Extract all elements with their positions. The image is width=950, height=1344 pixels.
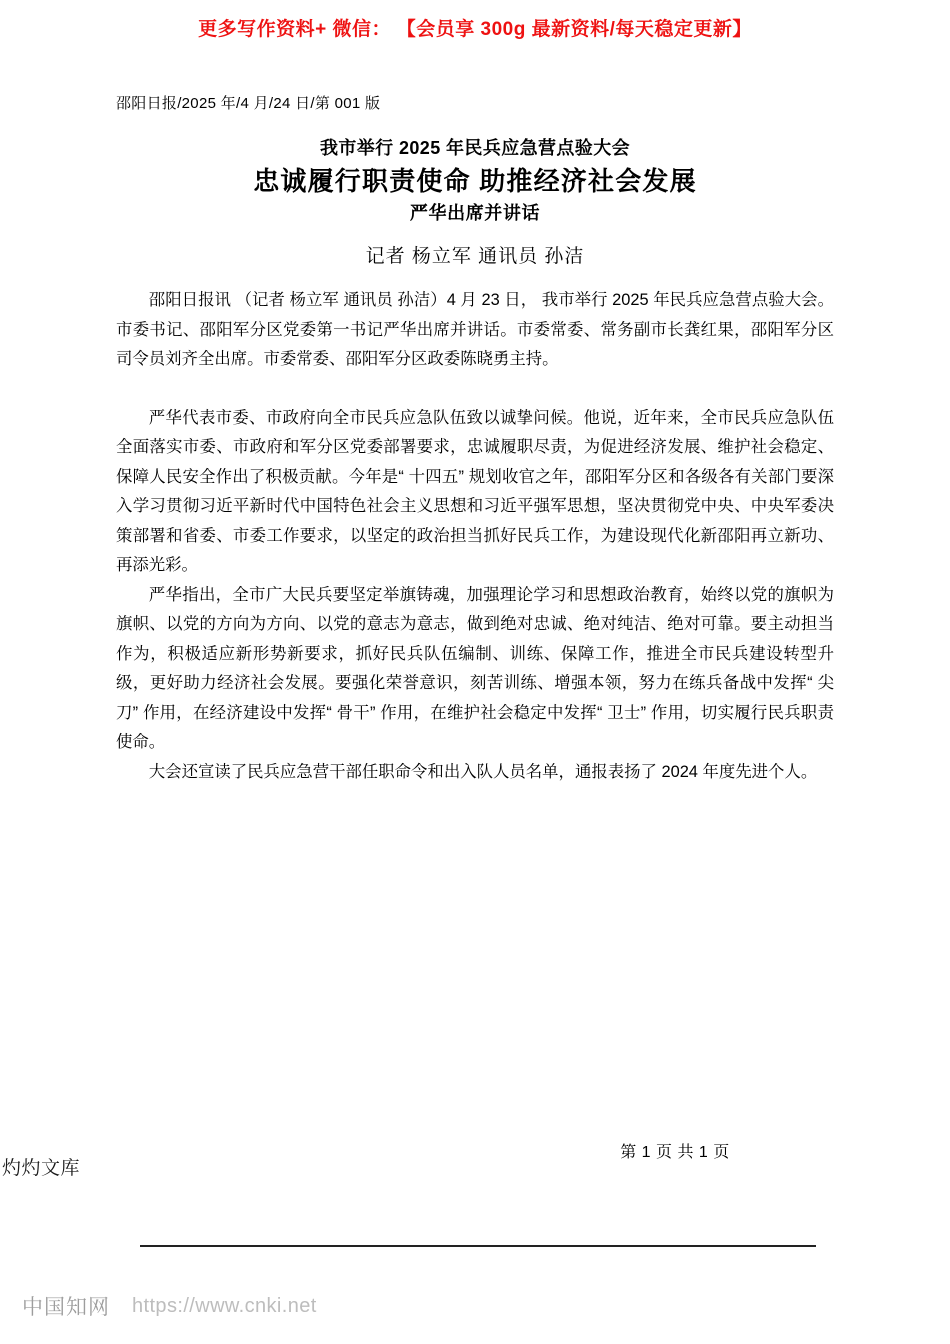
- headline-block: [0, 136, 950, 226]
- byline: 记者 杨立军 通讯员 孙洁: [365, 246, 585, 267]
- main-headline: 忠诚履行职责使命 助推经济社会发展: [253, 166, 697, 196]
- article-body: [116, 286, 834, 787]
- article-paragraph: 邵阳日报讯 （记者 杨立军 通讯员 孙洁）4 月 23 日， 我市举行 2025 年民兵应急营点验大会。市委书记、邵阳军分区党委第一书记严华出席并讲话。市委常委、常务副市长龚红果，邵阳军分区司令员刘齐全出席。市委常委、邵阳军分区政委陈晓勇主持。: [116, 291, 834, 368]
- article-paragraph: 大会还宣读了民兵应急营干部任职命令和出入队人员名单，通报表扬了 2024 年度先进个人。: [148, 762, 818, 781]
- source-line: 邵阳日报/2025 年/4 月/24 日/第 001 版: [116, 95, 381, 112]
- page-number: [0, 1139, 950, 1162]
- shoulder-headline: 我市举行 2025 年民兵应急营点验大会: [319, 138, 631, 158]
- library-watermark: 灼灼文库: [2, 1158, 81, 1179]
- footer-divider: [140, 1245, 816, 1247]
- cnki-url: https://www.cnki.net: [132, 1294, 317, 1317]
- article-paragraph: 严华指出，全市广大民兵要坚定举旗铸魂，加强理论学习和思想政治教育，始终以党的旗帜为旗帜、以党的方向为方向、以党的意志为意志，做到绝对忠诚、绝对纯洁、绝对可靠。要主动担当作为，积极适应新形势新要求，抓好民兵队伍编制、训练、保障工作，推进全市民兵建设转型升级，更好助力经济社会发展。要强化荣誉意识，刻苦训练、增强本领，努力在练兵备战中发挥“ 尖刀” 作用，在经济建设中发挥“ 骨干” 作用，在维护社会稳定中发挥“ 卫士” 作用，切实履行民兵职责使命。: [116, 585, 834, 751]
- cnki-brand-name: 中国知网: [22, 1296, 110, 1319]
- promo-banner: 更多写作资料+ 微信： 【会员享 300g 最新资料/每天稳定更新】: [198, 19, 752, 40]
- sub-headline: 严华出席并讲话: [409, 203, 541, 223]
- article-paragraph: 严华代表市委、市政府向全市民兵应急队伍致以诚挚问候。他说，近年来，全市民兵应急队伍全面落实市委、市政府和军分区党委部署要求，忠诚履职尽责，为促进经济发展、维护社会稳定、保障人民安全作出了积极贡献。今年是“ 十四五” 规划收官之年，邵阳军分区和各级各有关部门要深入学习贯彻习近平新时代中国特色社会主义思想和习近平强军思想，坚决贯彻党中央、中央军委决策部署和省委、市委工作要求，以坚定的政治担当抓好民兵工作，为建设现代化新邵阳再立新功、再添光彩。: [116, 408, 834, 574]
- cnki-footer: [22, 1291, 317, 1321]
- page-number-text: 第 1 页 共 1 页: [620, 1144, 730, 1161]
